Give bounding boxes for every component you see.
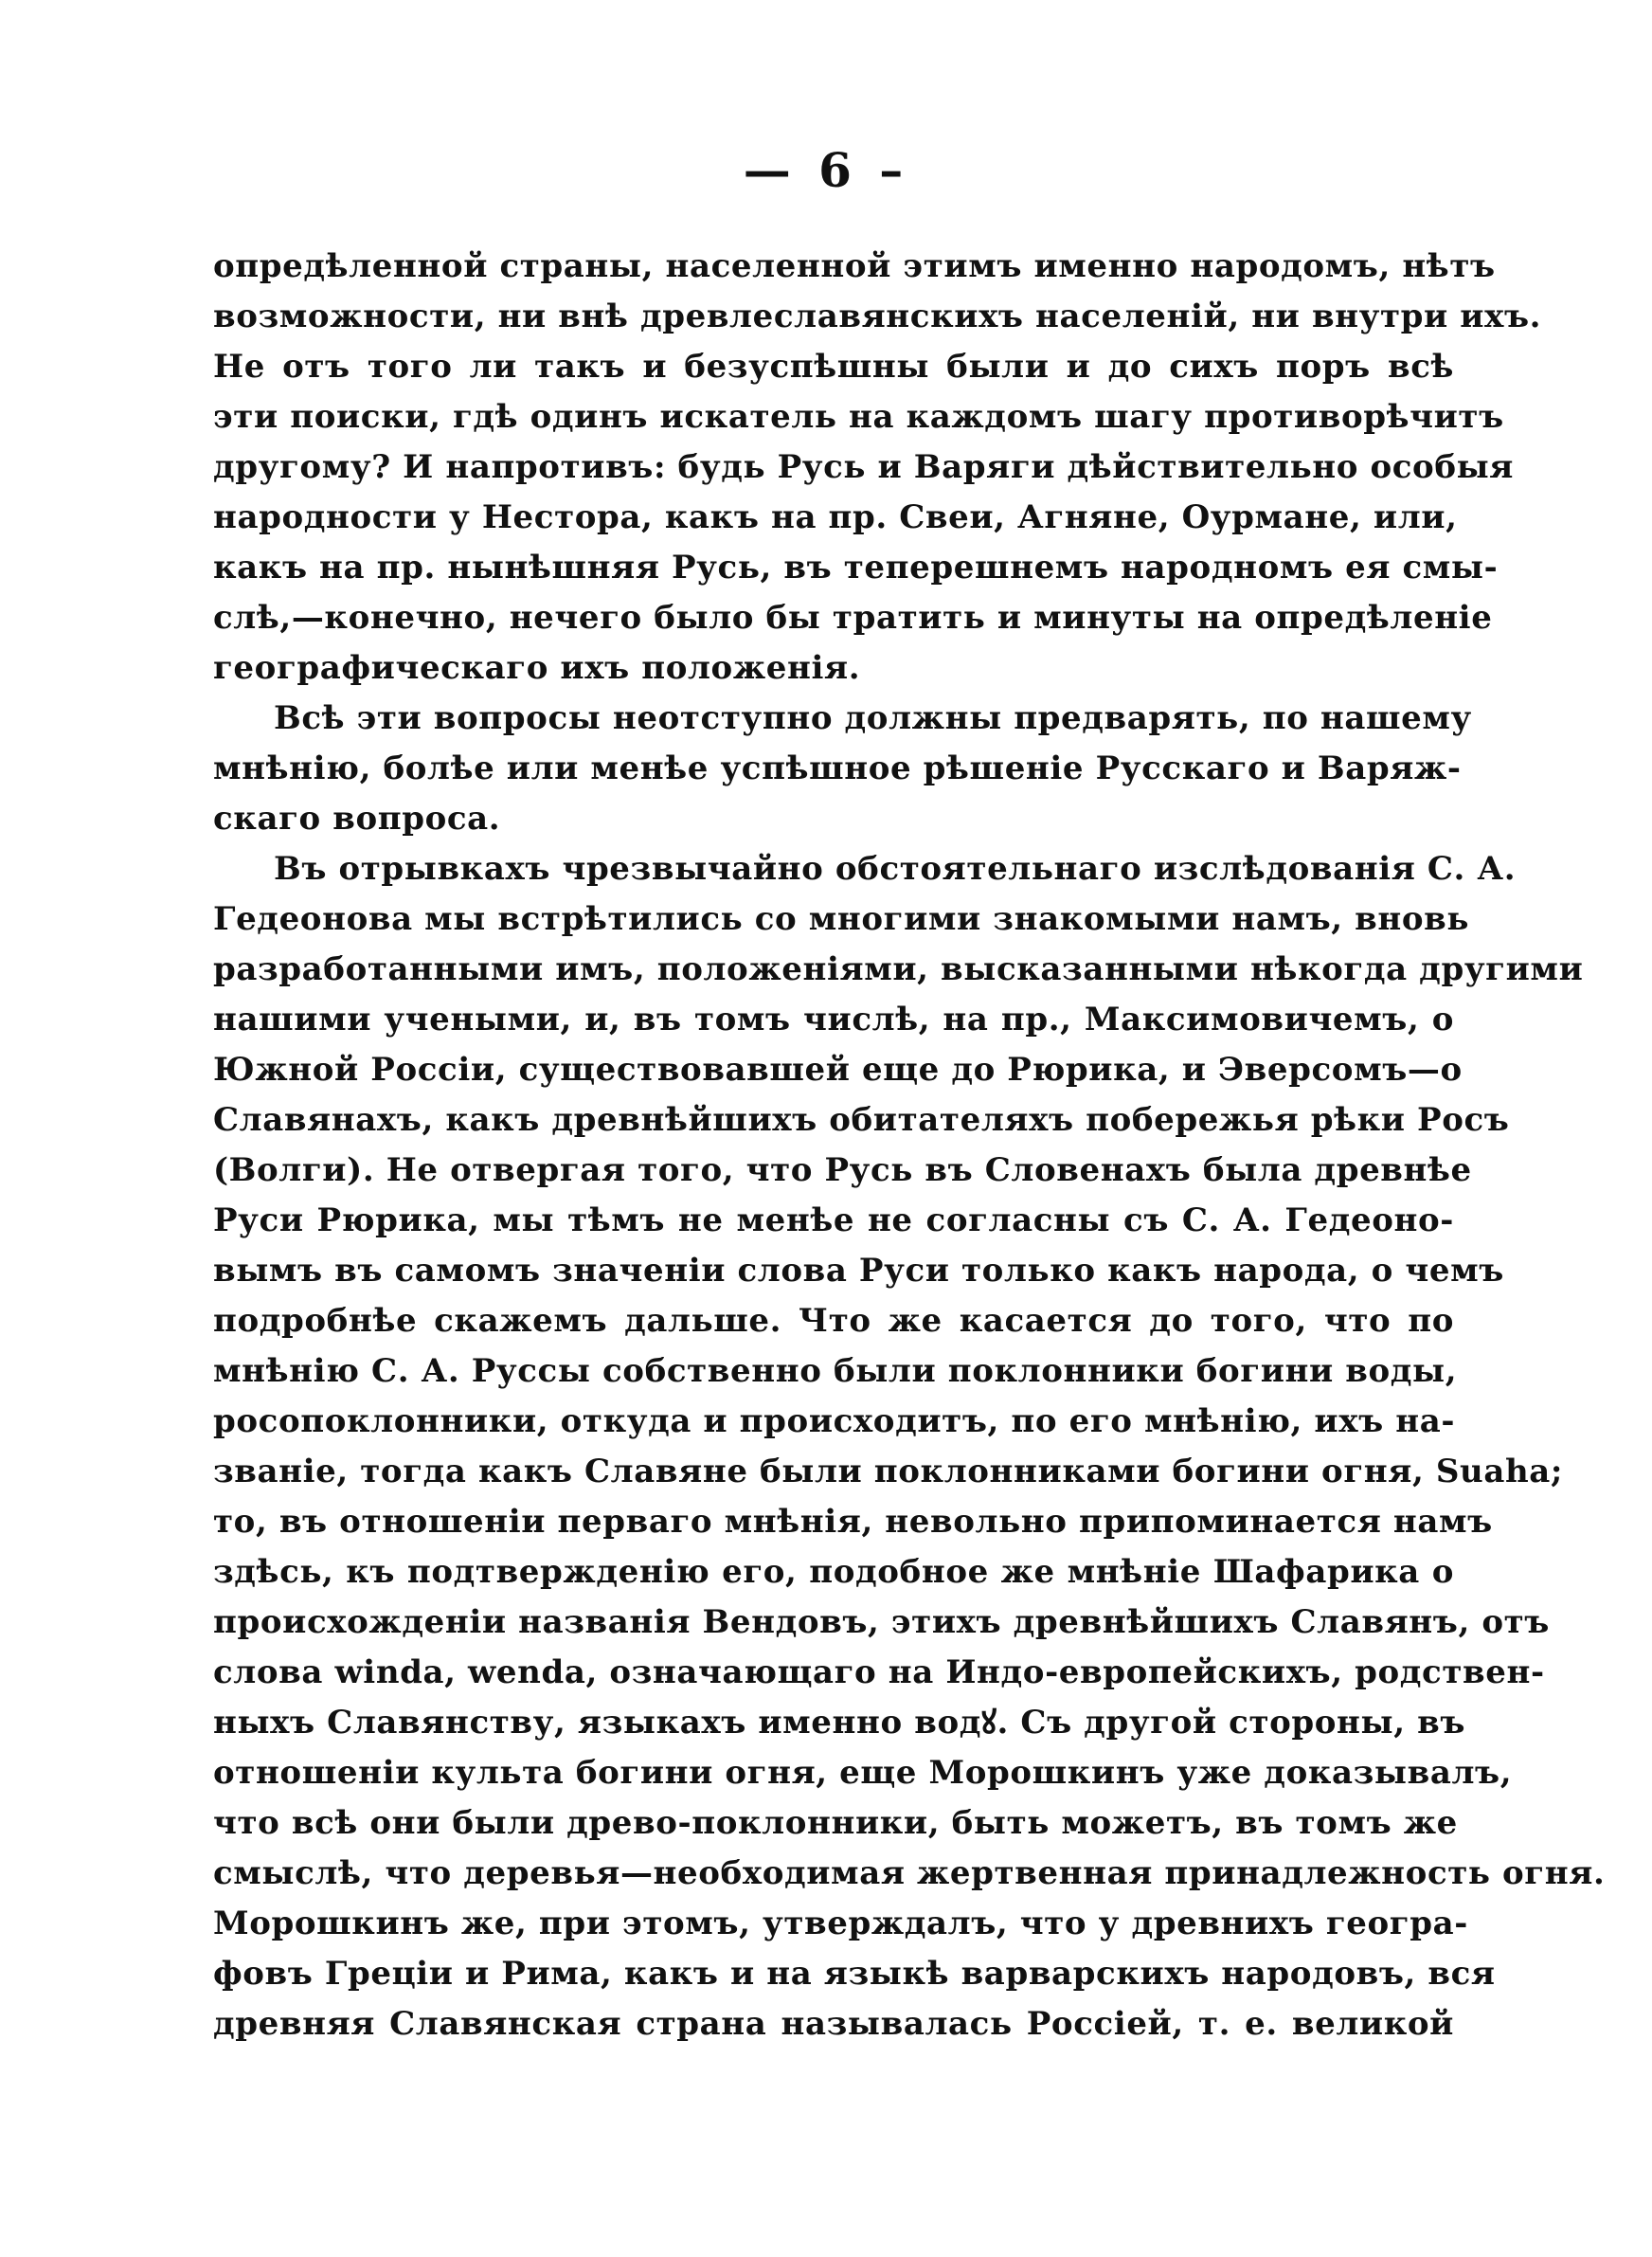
text-line: опредѣленной страны, населенной этимъ именно народомъ, нѣтъ <box>213 247 1496 285</box>
text-line: слова winda, wenda, означающаго на Индо-европейскихъ, родствен- <box>213 1653 1545 1691</box>
text-line: мнѣнію С. А. Руссы собственно были поклонники богини воды, <box>213 1352 1458 1390</box>
text-line: Въ отрывкахъ чрезвычайно обстоятельнаго изслѣдованія С. А. <box>274 850 1517 888</box>
page-number: — 6 – <box>743 142 909 198</box>
text-line: разработанными имъ, положеніями, высказанными нѣкогда другими <box>213 950 1584 988</box>
text-line: вымъ въ самомъ значеніи слова Руси только какъ народа, о чемъ <box>213 1252 1504 1290</box>
text-line: Южной Россіи, существовавшей еще до Рюрика, и Эверсомъ—о <box>213 1051 1463 1089</box>
paragraph-3 <box>213 844 1606 2049</box>
text-line: мнѣнію, болѣе или менѣе успѣшное рѣшеніе Русскаго и Варяж- <box>213 749 1462 787</box>
text-line: подробнѣе скажемъ дальше. Что же касается до того, что по <box>213 1302 1454 1340</box>
text-line: происхожденіи названія Вендовъ, этихъ древнѣйшихъ Славянъ, отъ <box>213 1603 1550 1641</box>
text-line: географическаго ихъ положенія. <box>213 649 861 687</box>
text-body <box>213 242 1606 2049</box>
text-line: смыслѣ, что деревья—необходимая жертвенная принадлежность огня. <box>213 1854 1606 1892</box>
text-line: Всѣ эти вопросы неотступно должны предварять, по нашему <box>274 699 1472 737</box>
text-line: другому? И напротивъ: будь Русь и Варяги дѣйствительно особыя <box>213 448 1515 486</box>
text-line: Руси Рюрика, мы тѣмъ не менѣе не согласны съ С. А. Гедеоно- <box>213 1201 1454 1239</box>
text-line: народности у Нестора, какъ на пр. Свеи, Агняне, Оурмане, или, <box>213 498 1458 536</box>
text-line: что всѣ они были древо-поклонники, быть можетъ, въ томъ же <box>213 1804 1458 1842</box>
text-line: нашими учеными, и, въ томъ числѣ, на пр., Максимовичемъ, о <box>213 1001 1454 1038</box>
text-line: Не отъ того ли такъ и безуспѣшны были и до сихъ поръ всѣ <box>213 348 1454 386</box>
text-line: какъ на пр. нынѣшняя Русь, въ теперешнемъ народномъ ея смы- <box>213 549 1499 587</box>
text-line: слѣ,—конечно, нечего было бы тратить и минуты на опредѣленіе <box>213 599 1493 637</box>
text-line: эти поиски, гдѣ одинъ искатель на каждомъ шагу противорѣчитъ <box>213 398 1504 436</box>
text-line: фовъ Греціи и Рима, какъ и на языкѣ варварскихъ народовъ, вся <box>213 1955 1496 1993</box>
text-line: росопоклонники, откуда и происходитъ, по его мнѣнію, ихъ на- <box>213 1402 1456 1440</box>
paragraph-2 <box>213 694 1472 844</box>
text-line: возможности, ни внѣ древлеславянскихъ населеній, ни внутри ихъ. <box>213 298 1542 335</box>
text-line: скаго вопроса. <box>213 800 501 838</box>
text-line: (Волги). Не отвергая того, что Русь въ Словенахъ была древнѣе <box>213 1151 1472 1189</box>
text-line: званіе, тогда какъ Славяне были поклонниками богини огня, Suaha; <box>213 1453 1564 1490</box>
text-line: ныхъ Славянству, языкахъ именно водꙋ. Съ другой стороны, въ <box>213 1704 1465 1742</box>
text-line: Славянахъ, какъ древнѣйшихъ обитателяхъ побережья рѣки Росъ <box>213 1101 1510 1139</box>
text-line: отношеніи культа богини огня, еще Морошкинъ уже доказывалъ, <box>213 1754 1513 1792</box>
paragraph-1 <box>213 242 1542 694</box>
text-line: Гедеонова мы встрѣтились со многими знакомыми намъ, вновь <box>213 900 1470 938</box>
text-line: то, въ отношеніи перваго мнѣнія, невольно припоминается намъ <box>213 1503 1493 1541</box>
text-line: Морошкинъ же, при этомъ, утверждалъ, что у древнихъ геогра- <box>213 1905 1468 1942</box>
text-line: здѣсь, къ подтвержденію его, подобное же мнѣніе Шафарика о <box>213 1553 1454 1591</box>
text-line: древняя Славянская страна называлась Россіей, т. е. великой <box>213 2005 1454 2043</box>
